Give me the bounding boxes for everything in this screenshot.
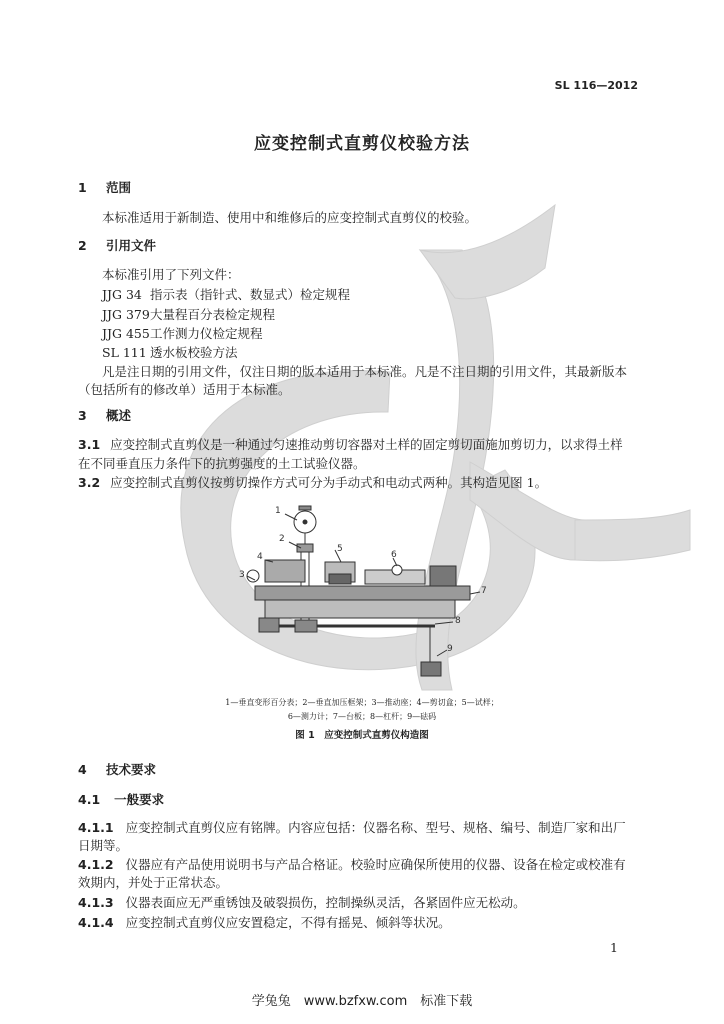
figure-label-3: 3 [239,570,245,580]
figure-caption: 图 1 应变控制式直剪仪构造图 [295,730,429,741]
clause-4-1-1-line-1: 4.1.1 应变控制式直剪仪应有铭牌。内容应包括：仪器名称、型号、规格、编号、制造厂家和出厂 [78,820,626,835]
clause-4-1-2-line-2: 效期内，并处于正常状态。 [78,875,229,890]
shear-apparatus-drawing [225,500,505,700]
clause-4-1-3: 4.1.3 仪器表面应无严重锈蚀及破裂损伤，控制操纵灵活，各紧固件应无松动。 [78,895,526,910]
references-intro: 本标准引用了下列文件： [102,267,240,282]
figure-legend-line-2: 6—测力计；7—台板；8—杠杆；9—砝码 [287,712,437,721]
reference-item: JJG 34 指示表（指针式、数显式）检定规程 [102,287,351,302]
section-3-heading: 3 概述 [78,408,132,423]
figure-legend-line-1: 1—垂直变形百分表；2—垂直加压框架；3—推动座；4—剪切盒；5—试样； [225,698,499,707]
clause-3-1-line-2: 在不同垂直压力条件下的抗剪强度的土工试验仪器。 [78,456,366,471]
section-2-heading: 2 引用文件 [78,238,157,253]
subsection-4-1-heading: 4.1 一般要求 [78,792,165,807]
clause-4-1-4: 4.1.4 应变控制式直剪仪应安置稳定，不得有摇晃、倾斜等状况。 [78,915,451,930]
figure-label-6: 6 [391,550,397,560]
reference-item: SL 111 透水板校验方法 [102,345,238,360]
clause-4-1-1-line-2: 日期等。 [78,838,129,853]
figure-label-9: 9 [447,644,453,654]
clause-4-1-2-line-1: 4.1.2 仪器应有产品使用说明书与产品合格证。校验时应确保所使用的仪器、设备在检定或校准有 [78,857,626,872]
figure-label-4: 4 [257,552,263,562]
section-4-heading: 4 技术要求 [78,762,157,777]
section-1-heading: 1 范围 [78,180,132,195]
clause-3-1-line-1: 3.1 应变控制式直剪仪是一种通过匀速推动剪切容器对土样的固定剪切面施加剪切力，以求得土样 [78,437,623,452]
footer-site-link[interactable]: 学兔兔 www.bzfxw.com 标准下载 [251,994,473,1009]
references-note-line-2: （包括所有的修改单）适用于本标准。 [78,382,291,397]
figure-label-8: 8 [455,616,461,626]
figure-label-7: 7 [481,586,487,596]
reference-item: JJG 379大量程百分表检定规程 [102,307,276,322]
standard-code-header: SL 116—2012 [554,79,638,92]
figure-label-5: 5 [337,544,343,554]
reference-item: JJG 455工作测力仪检定规程 [102,326,263,341]
document-title: 应变控制式直剪仪校验方法 [254,134,470,154]
page-number: 1 [610,940,618,955]
section-1-text: 本标准适用于新制造、使用中和维修后的应变控制式直剪仪的校验。 [102,210,478,225]
figure-label-2: 2 [279,534,285,544]
clause-3-2: 3.2 应变控制式直剪仪按剪切操作方式可分为手动式和电动式两种。其构造见图 1。 [78,475,548,490]
references-note-line-1: 凡是注日期的引用文件，仅注日期的版本适用于本标准。凡是不注日期的引用文件，其最新版本 [102,364,628,379]
shear-apparatus-figure [225,500,505,700]
figure-label-1: 1 [275,506,281,516]
